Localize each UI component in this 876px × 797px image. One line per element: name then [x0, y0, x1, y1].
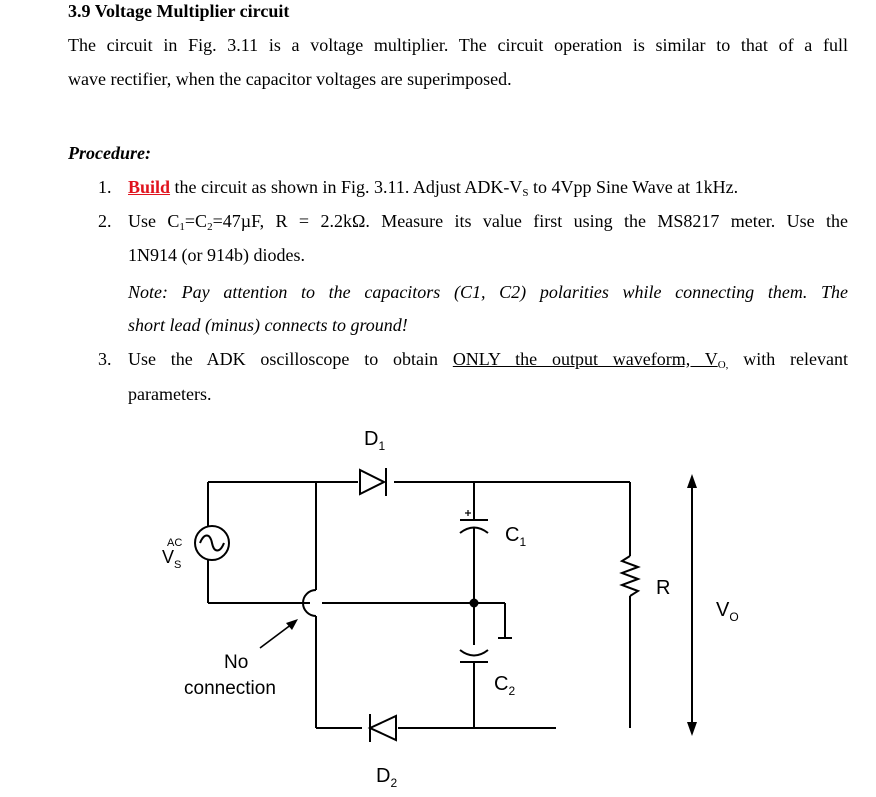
step-2-part-a: Use C	[128, 211, 180, 231]
vo-arrow-head-down	[687, 722, 697, 736]
step-1-number: 1.	[98, 177, 112, 197]
section-title: Voltage Multiplier circuit	[94, 1, 290, 21]
d2-diode-body	[370, 716, 396, 740]
step-3-underlined-text: ONLY the output waveform, V	[452, 349, 718, 369]
no-connection-pointer-head	[286, 619, 298, 630]
c2-plate-curved	[460, 650, 488, 656]
resistor-zigzag	[622, 556, 638, 596]
c1-label: $C_1$	[505, 524, 527, 549]
step-2-line-2: 1N914 (or 914b) diodes.	[128, 245, 305, 265]
c2-label: $C_2$	[494, 673, 516, 698]
step-3-part-a: Use the ADK oscilloscope to obtain	[128, 349, 453, 369]
step-2-note-1: Note: Pay attention to the capacitors (C1, C2) polarities while connecting them. The	[128, 282, 848, 302]
section-number: 3.9	[68, 1, 91, 21]
step-3-part-b: with relevant	[728, 349, 848, 369]
vo-label: $V_O$	[716, 599, 739, 624]
step-2-sub-1: 1	[179, 221, 185, 233]
intro-line-2: wave rectifier, when the capacitor voltages are superimposed.	[68, 69, 512, 89]
step-1-sub: S	[522, 187, 529, 199]
step-2-part-b: =C	[184, 211, 208, 231]
vo-arrow-head-up	[687, 474, 697, 488]
no-connection-line-1: No	[224, 652, 249, 673]
no-connection-line-2: connection	[184, 678, 276, 699]
sine-wave-glyph	[200, 536, 224, 551]
step-1-part-b: to 4Vpp Sine Wave at 1kHz.	[528, 177, 739, 197]
step-3-sub: O,	[717, 359, 729, 371]
junction-dot	[470, 599, 479, 608]
intro-line-1: The circuit in Fig. 3.11 is a voltage multiplier. The circuit operation is similar to that of a full	[68, 35, 848, 55]
step-3-number: 3.	[98, 349, 112, 369]
r-label: R	[656, 577, 671, 599]
step-2-number: 2.	[98, 211, 112, 231]
d2-label: $D_2$	[376, 765, 398, 790]
step-3-line-2: parameters.	[128, 384, 212, 404]
step-1-part-a: the circuit as shown in Fig. 3.11. Adjust ADK-V	[170, 177, 523, 197]
step-2-sub-2: 2	[207, 221, 213, 233]
d1-diode-body	[360, 470, 384, 494]
source-ac-label: AC	[167, 537, 183, 549]
no-connection-pointer-line	[260, 624, 292, 648]
step-2-note-2: short lead (minus) connects to ground!	[128, 315, 408, 335]
step-2-part-c: =47µF, R = 2.2kΩ. Measure its value first using the MS8217 meter. Use the	[212, 211, 849, 231]
source-v-label: $V_S$	[162, 547, 182, 571]
procedure-heading: Procedure:	[68, 143, 151, 163]
d1-label: $D_1$	[364, 428, 386, 453]
build-link[interactable]: Build	[128, 177, 171, 197]
